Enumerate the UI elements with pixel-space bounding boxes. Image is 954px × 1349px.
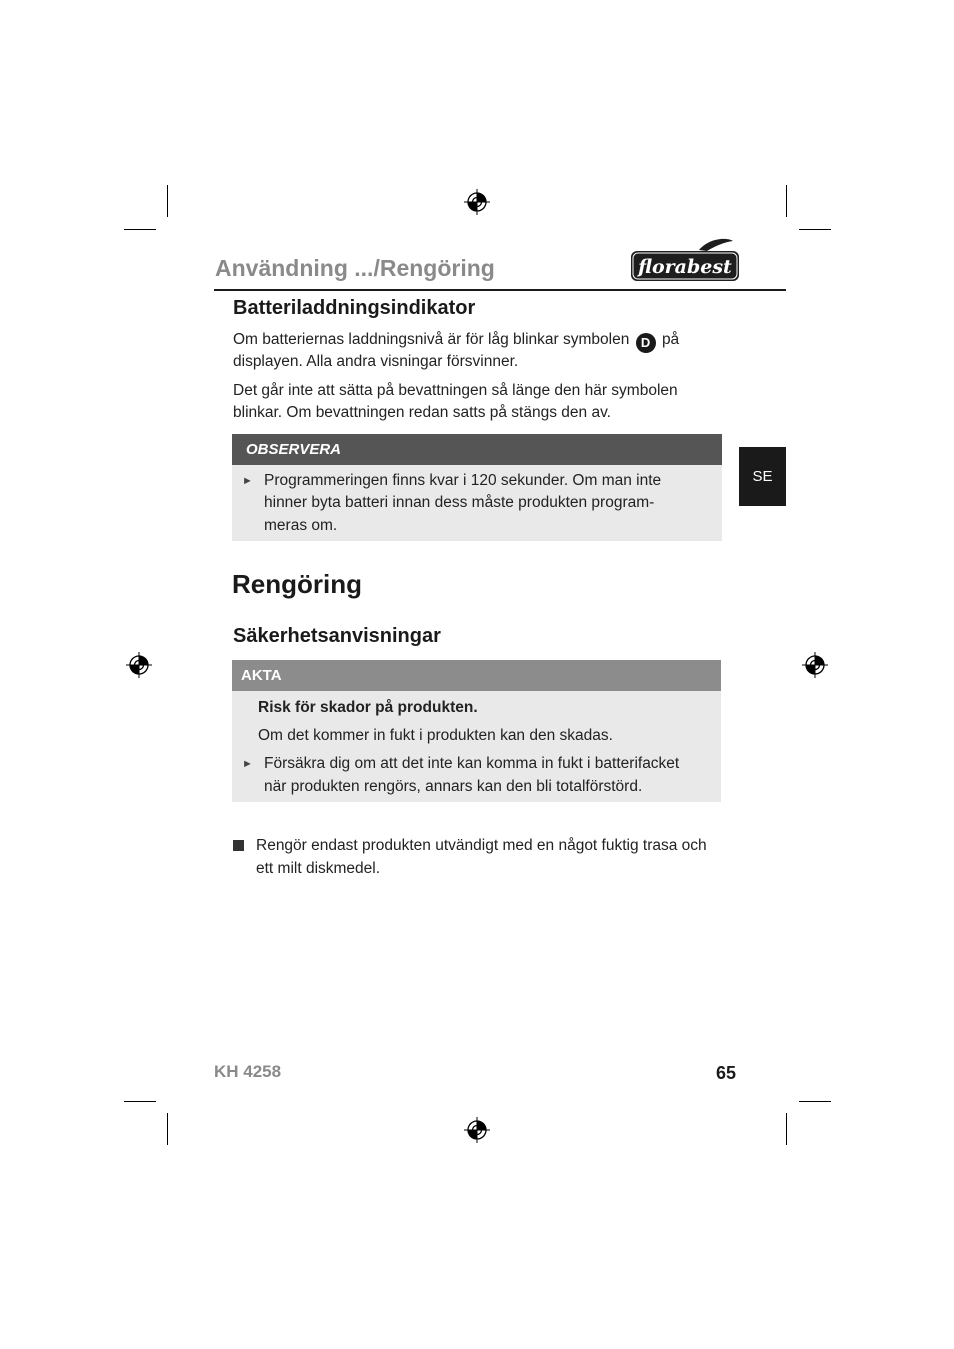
instruction-line-1: Rengör endast produkten utvändigt med en något fuktig trasa och — [256, 837, 707, 854]
arrow-bullet-icon: ► — [242, 475, 253, 487]
cleaning-heading: Rengöring — [232, 569, 362, 599]
safety-instructions-heading: Säkerhetsanvisningar — [233, 625, 441, 647]
akta-line-2: när produkten rengörs, annars kan den bli totalförstörd. — [264, 778, 643, 795]
logo-text: florabest — [638, 256, 732, 278]
observera-line-3: meras om. — [264, 517, 338, 534]
header-rule — [214, 289, 786, 291]
battery-paragraph-2-line-2: blinkar. Om bevattningen redan satts på stängs den av. — [233, 404, 611, 421]
observera-line-2: hinner byta batteri innan dess måste produkten program- — [264, 494, 655, 511]
square-bullet-icon — [233, 840, 244, 851]
instruction-line-2: ett milt diskmedel. — [256, 860, 381, 877]
arrow-bullet-icon: ► — [242, 758, 253, 770]
akta-consequence-text: Om det kommer in fukt i produkten kan den skadas. — [258, 727, 613, 744]
battery-symbol-icon: D — [636, 333, 656, 353]
battery-paragraph-1-line-1 — [233, 329, 679, 353]
akta-label: AKTA — [232, 660, 721, 691]
footer-model-number: KH 4258 — [214, 1062, 282, 1081]
footer-page-number: 65 — [716, 1063, 737, 1083]
battery-paragraph-1-text: Om batteriernas laddningsnivå är för låg blinkar symbolen — [233, 331, 630, 348]
registration-mark-icon — [802, 652, 828, 678]
battery-paragraph-1-line-2: displayen. Alla andra visningar försvinner. — [233, 353, 519, 370]
battery-indicator-heading: Batteriladdningsindikator — [233, 297, 476, 319]
crop-mark — [167, 1113, 168, 1145]
crop-mark — [786, 1113, 787, 1145]
crop-mark — [124, 229, 156, 230]
registration-mark-icon — [126, 652, 152, 678]
akta-risk-text: Risk för skador på produkten. — [258, 699, 478, 716]
registration-mark-icon — [464, 1117, 490, 1143]
registration-mark-icon — [464, 189, 490, 215]
observera-label: OBSERVERA — [232, 434, 722, 465]
akta-line-1: Försäkra dig om att det inte kan komma in fukt i batterifacket — [264, 755, 680, 772]
battery-paragraph-1-tail: på — [661, 331, 680, 348]
florabest-logo-icon — [629, 238, 741, 284]
battery-paragraph-2-line-1: Det går inte att sätta på bevattningen så länge den här symbolen — [233, 382, 678, 399]
crop-mark — [167, 185, 168, 217]
crop-mark — [799, 229, 831, 230]
language-tab — [739, 447, 786, 506]
language-tab-label: SE — [752, 468, 773, 485]
observera-line-1: Programmeringen finns kvar i 120 sekunder. Om man inte — [264, 472, 662, 489]
crop-mark — [799, 1101, 831, 1102]
crop-mark — [786, 185, 787, 217]
section-header-title: Användning .../Rengöring — [215, 255, 495, 281]
crop-mark — [124, 1101, 156, 1102]
